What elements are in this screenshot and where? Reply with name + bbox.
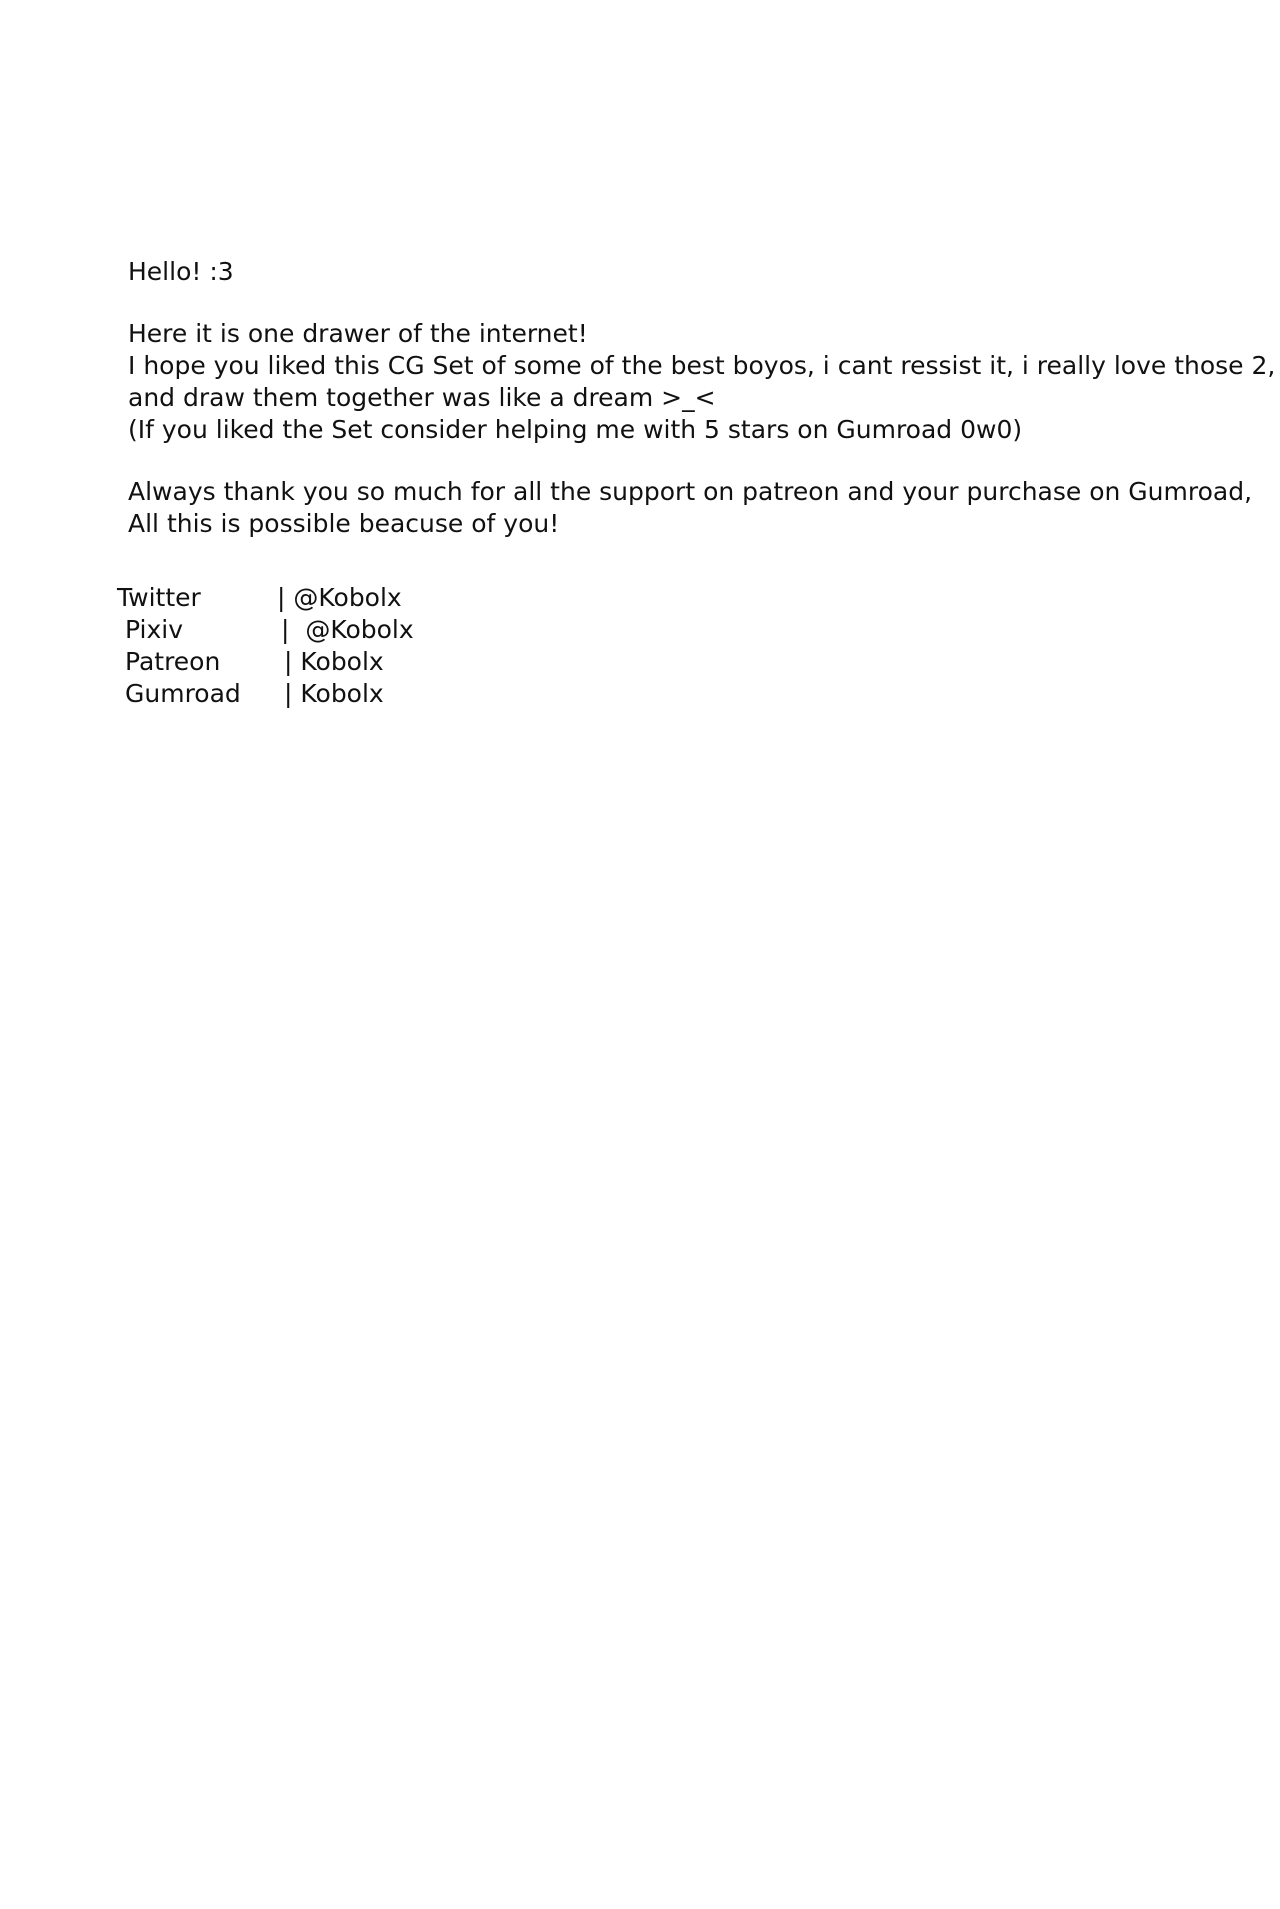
- paragraph1-line: Here it is one drawer of the internet!: [128, 319, 588, 348]
- paragraph1-line: and draw them together was like a dream >_<: [128, 383, 716, 412]
- social-platform: Twitter: [117, 583, 201, 612]
- greeting: Hello! :3: [128, 257, 234, 286]
- social-handle: | @Kobolx: [277, 583, 402, 612]
- paragraph1-line: I hope you liked this CG Set of some of the best boyos, i cant ressist it, i really love those 2,: [128, 351, 1276, 380]
- social-platform: Patreon: [125, 647, 221, 676]
- social-handle: | Kobolx: [284, 647, 384, 676]
- paragraph1-line: (If you liked the Set consider helping me with 5 stars on Gumroad 0w0): [128, 415, 1023, 444]
- letter-body: [128, 256, 1276, 540]
- paragraph-gap: [128, 446, 1188, 476]
- social-row-pixiv: [117, 614, 537, 646]
- social-platform: Pixiv: [125, 615, 184, 644]
- paragraph2-line: Always thank you so much for all the support on patreon and your purchase on Gumroad,: [128, 477, 1253, 506]
- social-platform: Gumroad: [125, 679, 241, 708]
- social-row-gumroad: [117, 678, 537, 710]
- social-row-patreon: [117, 646, 537, 678]
- social-handle: | @Kobolx: [281, 615, 414, 644]
- paragraph2-line: All this is possible beacuse of you!: [128, 509, 560, 538]
- paragraph-gap: [128, 288, 1188, 318]
- social-row-twitter: [117, 582, 537, 614]
- social-links: [117, 582, 537, 710]
- social-handle: | Kobolx: [284, 679, 384, 708]
